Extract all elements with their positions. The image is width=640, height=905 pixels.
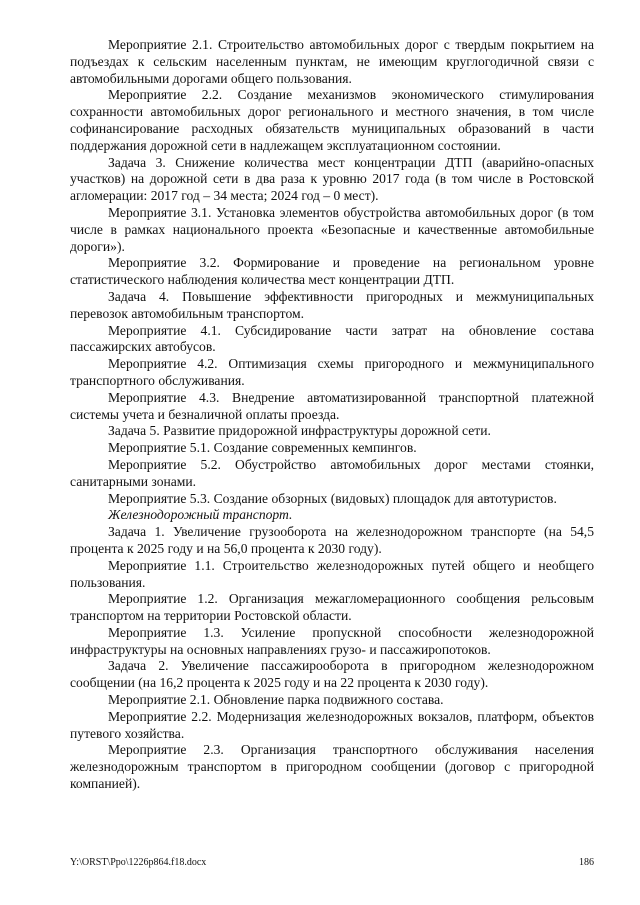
paragraph: Задача 1. Увеличение грузооборота на железнодорожном транспорте (на 54,5 процента к 2025 году и на 56,0 процента к 2030 году). xyxy=(70,524,594,556)
paragraph: Мероприятие 5.2. Обустройство автомобильных дорог местами стоянки, санитарными зонами. xyxy=(70,456,594,489)
paragraph: Мероприятие 5.1. Создание современных кемпингов. xyxy=(108,440,417,456)
paragraph: Задача 3. Снижение количества мест концентрации ДТП (аварийно-опасных участков) на дорожной сети в два раза к уровню 2017 года (в том числе в Ростовской агломерации: 2017 год – 34 места; 2024 год – 0 мест). xyxy=(70,154,594,204)
paragraph: Железнодорожный транспорт. xyxy=(108,507,293,523)
paragraph: Задача 4. Повышение эффективности пригородных и межмуниципальных перевозок автомобильным транспортом. xyxy=(70,288,594,321)
paragraph: Мероприятие 1.2. Организация межагломерационного сообщения рельсовым транспортом на территории Ростовской области. xyxy=(70,591,594,624)
page-footer xyxy=(70,857,594,871)
paragraph: Мероприятие 2.2. Создание механизмов экономического стимулирования сохранности автомобильных дорог регионального и местного значения, в том числе софинансирование расходных обязательств муниципальных образований в части поддержания дорожной сети в надлежащем эксплуатационном состоянии. xyxy=(70,87,594,153)
paragraph: Мероприятие 1.1. Строительство железнодорожных путей общего и необщего пользования. xyxy=(70,557,594,590)
paragraph: Мероприятие 2.3. Организация транспортного обслуживания населения железнодорожным транспортом в пригородном сообщении (договор с пригородной компанией). xyxy=(70,742,594,792)
paragraph: Мероприятие 4.3. Внедрение автоматизированной транспортной платежной системы учета и безналичной оплаты проезда. xyxy=(70,389,594,422)
document-body xyxy=(70,37,594,793)
paragraph: Мероприятие 3.1. Установка элементов обустройства автомобильных дорог (в том числе в рамках национального проекта «Безопасные и качественные автомобильные дороги»). xyxy=(70,204,594,254)
paragraph: Мероприятие 1.3. Усиление пропускной способности железнодорожной инфраструктуры на основных направлениях грузо- и пассажиропотоков. xyxy=(70,624,594,657)
paragraph: Мероприятие 2.2. Модернизация железнодорожных вокзалов, платформ, объектов путевого хозяйства. xyxy=(70,708,594,741)
paragraph: Мероприятие 2.1. Строительство автомобильных дорог с твердым покрытием на подъездах к сельским населенным пунктам, не имеющим круглогодичной связи с автомобильными дорогами общего пользования. xyxy=(70,37,594,86)
paragraph: Задача 2. Увеличение пассажирооборота в пригородном железнодорожном сообщении (на 16,2 процента к 2025 году и на 22 процента к 2030 году). xyxy=(70,658,594,691)
paragraph: Мероприятие 2.1. Обновление парка подвижного состава. xyxy=(108,692,444,708)
paragraph: Мероприятие 4.2. Оптимизация схемы пригородного и межмуниципального транспортного обслуживания. xyxy=(70,356,594,388)
footer-page-number: 186 xyxy=(579,857,594,868)
paragraph: Мероприятие 5.3. Создание обзорных (видовых) площадок для автотуристов. xyxy=(108,490,557,506)
paragraph: Мероприятие 4.1. Субсидирование части затрат на обновление состава пассажирских автобусов. xyxy=(70,322,594,355)
paragraph: Задача 5. Развитие придорожной инфраструктуры дорожной сети. xyxy=(108,423,491,439)
footer-file-path: Y:\ORST\Ppo\1226p864.f18.docx xyxy=(70,857,207,868)
paragraph: Мероприятие 3.2. Формирование и проведение на региональном уровне статистического наблюдения количества мест концентрации ДТП. xyxy=(70,255,594,288)
